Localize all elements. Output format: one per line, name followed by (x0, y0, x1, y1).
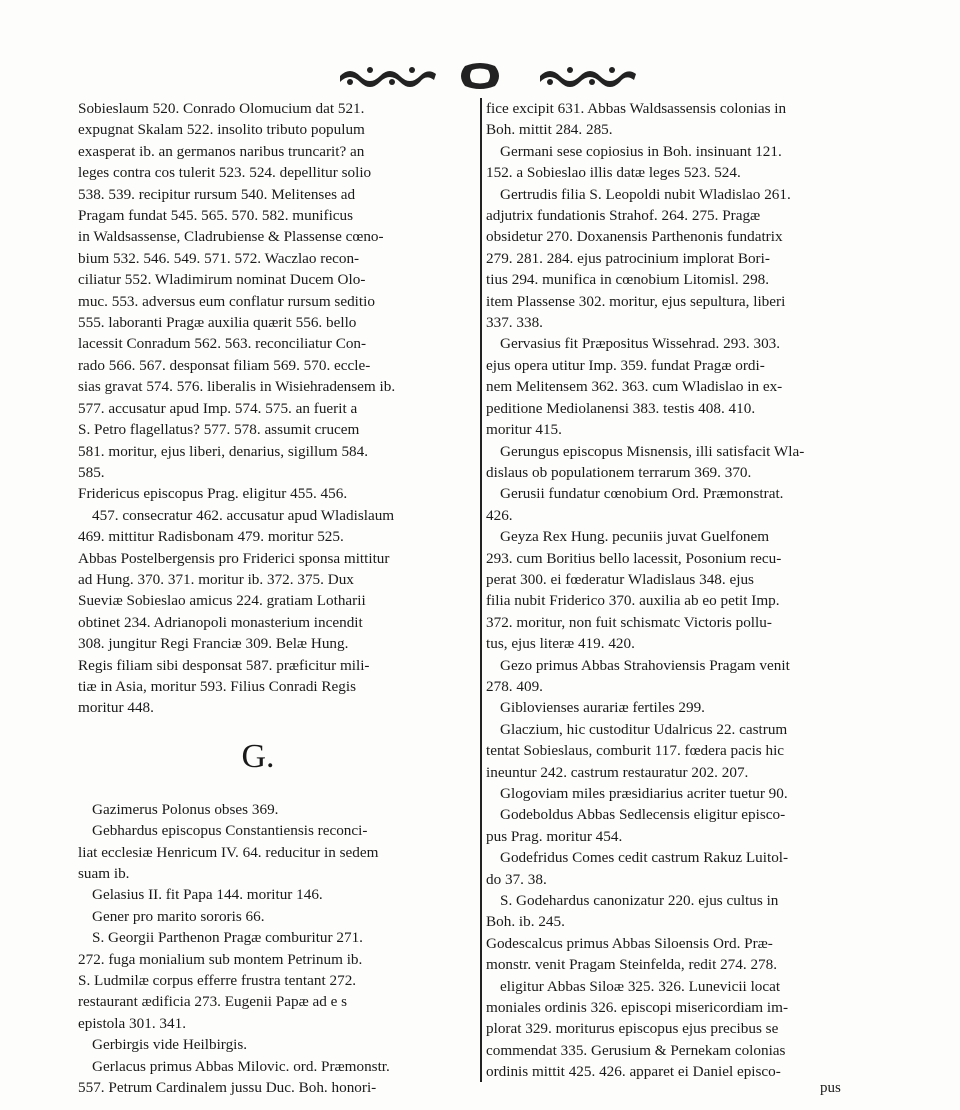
text-line: perat 300. ei fœderatur Wladislaus 348. ejus (486, 570, 754, 588)
text-line: leges contra cos tulerit 523. 524. depellitur solio (78, 164, 372, 182)
text-line: Abbas Postelbergensis pro Friderici sponsa mittitur (78, 549, 390, 567)
catchword: pus (820, 1080, 841, 1096)
text-line: 278. 409. (486, 677, 543, 695)
text-line: Glogoviam miles præsidiarius acriter tuetur 90. (500, 785, 788, 802)
text-line: ad Hung. 370. 371. moritur ib. 372. 375. Dux (78, 570, 354, 588)
text-line: 585. (78, 463, 105, 481)
right-column (486, 98, 886, 1083)
text-line: 538. 539. recipitur rursum 540. Melitenses ad (78, 185, 356, 203)
text-line: Glaczium, hic custoditur Udalricus 22. castrum (500, 720, 788, 738)
text-line: 337. 338. (486, 314, 543, 332)
text-line: Gerusii fundatur cœnobium Ord. Præmonstrat. (500, 485, 784, 503)
text-line: tiæ in Asia, moritur 593. Filius Conradi Regis (78, 677, 357, 695)
text-line: Sueviæ Sobieslao amicus 224. gratiam Lotharii (78, 592, 366, 610)
text-line: ejus opera utitur Imp. 359. fundat Pragæ ordi- (486, 356, 765, 374)
text-line: in Waldsassense, Cladrubiense & Plassense cœno- (78, 228, 384, 246)
text-line: ciliatur 552. Wladimirum nominat Ducem Olo- (78, 271, 366, 289)
text-line: Pragam fundat 545. 565. 570. 582. munificus (78, 207, 354, 225)
text-line: tius 294. munifica in cœnobium Litomisl. 298. (486, 271, 770, 289)
text-line: expugnat Skalam 522. insolito tributo populum (78, 121, 365, 139)
text-line: Gener pro marito sororis 66. (92, 907, 265, 925)
text-line: Gerungus episcopus Misnensis, illi satisfacit Wla- (500, 442, 805, 460)
text-line: moritur 415. (486, 421, 562, 439)
text-line: pus Prag. moritur 454. (486, 827, 623, 845)
text-line: Gerbirgis vide Heilbirgis. (92, 1036, 248, 1054)
text-line: ordinis mittit 425. 426. apparet ei Daniel episco- (486, 1063, 781, 1081)
text-line: Godescalcus primus Abbas Siloensis Ord. Præ- (486, 934, 773, 952)
text-line: Godefridus Comes cedit castrum Rakuz Luitol- (500, 849, 789, 867)
text-line: S. Petro flagellatus? 577. 578. assumit crucem (78, 421, 360, 439)
text-line: Gervasius fit Præpositus Wissehrad. 293. 303. (500, 335, 781, 353)
text-line: Godeboldus Abbas Sedlecensis eligitur episco- (500, 806, 786, 824)
text-line: tentat Sobieslaus, comburit 117. fœdera pacis hic (486, 742, 785, 760)
text-line: adjutrix fundationis Strahof. 264. 275. Pragæ (486, 207, 761, 225)
text-line: Gezo primus Abbas Strahoviensis Pragam venit (500, 656, 790, 674)
text-line: lacessit Conradum 562. 563. reconciliatur Con- (78, 335, 367, 353)
text-line: suam ib. (78, 865, 130, 882)
text-line: 293. cum Boritius bello lacessit, Posonium recu- (486, 549, 782, 567)
text-line: nem Melitensem 362. 363. cum Wladislao in ex- (486, 378, 783, 396)
text-line: fice excipit 631. Abbas Waldsassensis colonias in (486, 100, 787, 117)
text-line: filia nubit Friderico 370. auxilia ab eo petit Imp. (486, 592, 780, 610)
text-line: Gerlacus primus Abbas Milovic. ord. Præmonstr. (92, 1057, 390, 1075)
text-line: 372. moritur, non fuit schismatc Victoris pollu- (486, 613, 772, 631)
text-line: 557. Petrum Cardinalem jussu Duc. Boh. honori- (78, 1079, 377, 1097)
text-line: eligitur Abbas Siloæ 325. 326. Lunevicii locat (500, 977, 781, 995)
text-line: Boh. ib. 245. (486, 913, 565, 931)
text-line: Giblovienses aurariæ fertiles 299. (500, 699, 705, 717)
text-line: ineuntur 242. castrum restauratur 202. 207. (486, 763, 749, 781)
text-line: 279. 281. 284. ejus patrocinium implorat Bori- (486, 249, 770, 267)
text-line: Boh. mittit 284. 285. (486, 121, 613, 139)
column-divider (480, 98, 482, 1082)
text-line: exasperat ib. an germanos naribus truncarit? an (78, 142, 365, 160)
text-line: obtinet 234. Adrianopoli monasterium incendit (78, 613, 363, 631)
text-line: S. Ludmilæ corpus efferre frustra tentant 272. (78, 972, 357, 990)
text-line: peditione Mediolanensi 383. testis 408. 410. (486, 399, 756, 417)
text-line: obsidetur 270. Doxanensis Parthenonis fundatrix (486, 228, 783, 246)
text-line: S. Georgii Parthenon Pragæ comburitur 271. (92, 929, 363, 947)
text-line: epistola 301. 341. (78, 1014, 186, 1032)
text-line: muc. 553. adversus eum conflatur rursum seditio (78, 292, 375, 310)
text-line: 555. laboranti Pragæ auxilia quærit 556. bello (78, 314, 357, 332)
text-line: Sobieslaum 520. Conrado Olomucium dat 521. (78, 100, 365, 117)
text-line: plorat 329. moriturus episcopus ejus precibus se (486, 1020, 779, 1038)
text-line: rado 566. 567. desponsat filiam 569. 570. eccle- (78, 356, 371, 374)
text-line: 308. jungitur Regi Franciæ 309. Belæ Hung. (78, 635, 349, 653)
text-line: Gebhardus episcopus Constantiensis reconci- (92, 822, 368, 840)
text-line: Gertrudis filia S. Leopoldi nubit Wladislao 261. (500, 185, 791, 203)
text-line: 272. fuga monialium sub montem Petrinum ib. (78, 950, 363, 968)
text-line: moritur 448. (78, 699, 154, 717)
text-line: Gelasius II. fit Papa 144. moritur 146. (92, 886, 323, 904)
text-line: Geyza Rex Hung. pecuniis juvat Guelfonem (500, 528, 770, 546)
text-line: tus, ejus literæ 419. 420. (486, 635, 635, 653)
text-line: 577. accusatur apud Imp. 574. 575. an fuerit a (78, 399, 358, 417)
text-line: 457. consecratur 462. accusatur apud Wladislaum (92, 506, 395, 524)
text-line: dislaus ob populationem terrarum 369. 370. (486, 463, 752, 481)
ornament-header (0, 58, 960, 98)
text-line: Regis filiam sibi desponsat 587. præficitur mili- (78, 656, 370, 674)
text-line: 581. moritur, ejus liberi, denarius, sigillum 584. (78, 442, 369, 460)
text-line: Fridericus episcopus Prag. eligitur 455. 456. (78, 485, 348, 503)
text-line: commendat 335. Gerusium & Pernekam colonias (486, 1041, 786, 1059)
text-line: monstr. venit Pragam Steinfelda, redit 274. 278. (486, 956, 778, 974)
text-line: item Plassense 302. moritur, ejus sepultura, liberi (486, 292, 786, 310)
section-letter-heading: G. (241, 737, 275, 775)
text-line: bium 532. 546. 549. 571. 572. Waczlao recon- (78, 249, 360, 267)
text-line: Gazimerus Polonus obses 369. (92, 800, 279, 818)
text-line: restaurant ædificia 273. Eugenii Papæ ad e s (78, 993, 348, 1011)
text-line: liat ecclesiæ Henricum IV. 64. reducitur in sedem (78, 843, 379, 861)
text-line: 426. (486, 506, 513, 524)
text-line: 469. mittitur Radisbonam 479. moritur 525. (78, 528, 344, 546)
text-line: sias gravat 574. 576. liberalis in Wisiehradensem ib. (78, 378, 396, 396)
left-column (78, 98, 478, 1098)
text-line: Germani sese copiosius in Boh. insinuant 121. (500, 142, 782, 160)
text-line: 152. a Sobieslao illis datæ leges 523. 524. (486, 164, 741, 182)
text-line: S. Godehardus canonizatur 220. ejus cultus in (500, 892, 779, 910)
text-line: moniales ordinis 326. episcopi misericordiam im- (486, 999, 789, 1017)
text-line: do 37. 38. (486, 870, 547, 888)
